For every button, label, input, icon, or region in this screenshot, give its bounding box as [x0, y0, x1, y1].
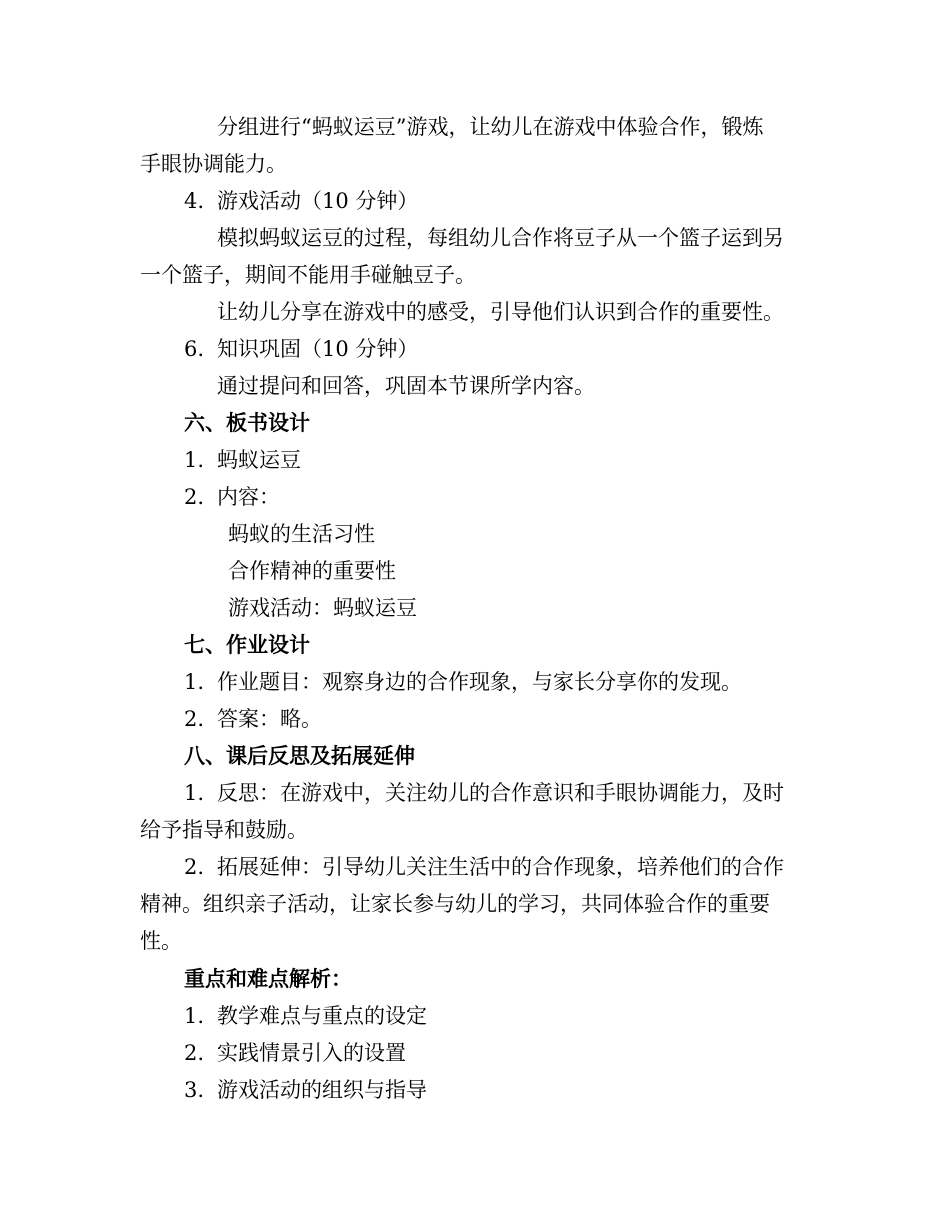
list-number: 4.	[184, 189, 205, 213]
list-number: 1.	[184, 1004, 205, 1028]
paragraph-line: 给予指导和鼓励。	[140, 818, 308, 842]
section-heading: 八、课后反思及拓展延伸	[184, 743, 415, 768]
list-item-text: 教学难点与重点的设定	[217, 1004, 427, 1028]
paragraph-line: 手眼协调能力。	[140, 152, 287, 176]
list-number: 2.	[184, 1041, 205, 1065]
list-number: 1.	[184, 781, 205, 805]
section-heading: 重点和难点解析：	[184, 966, 352, 991]
list-item-text: 蚂蚁运豆	[217, 448, 301, 472]
list-item-text: 实践情景引入的设置	[217, 1041, 406, 1065]
paragraph-line: 通过提问和回答，巩固本节课所学内容。	[217, 374, 595, 398]
list-item-text: 答案：略。	[217, 707, 322, 731]
list-item-text: 游戏活动的组织与指导	[217, 1078, 427, 1102]
board-sub-item: 蚂蚁的生活习性	[228, 522, 375, 546]
list-item-text: 内容：	[217, 485, 280, 509]
paragraph-line: 分组进行“蚂蚁运豆”游戏，让幼儿在游戏中体验合作，锻炼	[217, 115, 764, 139]
paragraph-line: 性。	[140, 929, 182, 953]
section-heading: 七、作业设计	[184, 632, 310, 657]
list-item	[184, 1075, 864, 1105]
paragraph-line: 让幼儿分享在游戏中的感受，引导他们认识到合作的重要性。	[217, 300, 784, 324]
list-number: 2.	[184, 485, 205, 509]
list-item	[184, 334, 864, 364]
list-item-text: 反思：在游戏中，关注幼儿的合作意识和手眼协调能力，及时	[217, 781, 784, 805]
paragraph-line: 模拟蚂蚁运豆的过程，每组幼儿合作将豆子从一个篮子运到另	[217, 226, 784, 250]
list-number: 1.	[184, 448, 205, 472]
list-item	[184, 778, 864, 808]
list-number: 2.	[184, 707, 205, 731]
list-item	[184, 482, 864, 512]
list-item-text: 拓展延伸：引导幼儿关注生活中的合作现象，培养他们的合作	[217, 855, 784, 879]
list-item-text: 游戏活动（10 分钟）	[217, 189, 419, 213]
list-number: 2.	[184, 855, 205, 879]
section-heading: 六、板书设计	[184, 410, 310, 435]
list-item	[184, 1001, 864, 1031]
board-sub-item: 合作精神的重要性	[228, 559, 396, 583]
list-item-text: 作业题目：观察身边的合作现象，与家长分享你的发现。	[217, 670, 742, 694]
board-sub-item: 游戏活动：蚂蚁运豆	[228, 596, 417, 620]
paragraph-line: 精神。组织亲子活动，让家长参与幼儿的学习，共同体验合作的重要	[140, 892, 770, 916]
list-number: 6.	[184, 337, 205, 361]
list-number: 3.	[184, 1078, 205, 1102]
list-item	[184, 852, 864, 882]
list-item	[184, 704, 864, 734]
list-number: 1.	[184, 670, 205, 694]
list-item	[184, 1038, 864, 1068]
list-item	[184, 667, 864, 697]
list-item	[184, 186, 864, 216]
list-item	[184, 445, 864, 475]
paragraph-line: 一个篮子，期间不能用手碰触豆子。	[140, 263, 476, 287]
list-item-text: 知识巩固（10 分钟）	[217, 337, 419, 361]
